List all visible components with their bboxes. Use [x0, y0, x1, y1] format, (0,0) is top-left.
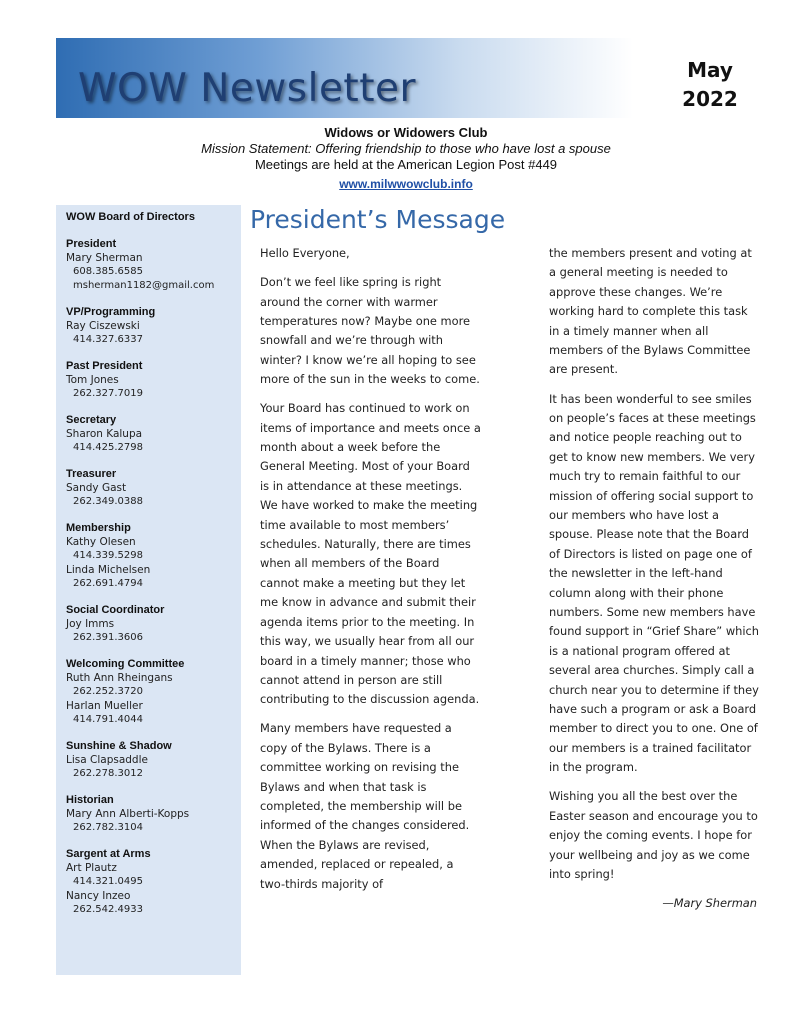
message-paragraph: the members present and voting at a general meeting is needed to approve these changes. We’re working hard to complete this task in a timely manner when all members of the Bylaws Committee are present. — [549, 246, 752, 377]
message-paragraph: It has been wonderful to see smiles on people’s faces at these meetings and notice people reaching out to get to know new members. We very much try to remain faithful to our mission of offering social support to our members who have lost a spouse. Please note that the Board of Directors is listed on page one of the newsletter in the left-hand column along with their phone numbers. Some new members have found support in “Grief Share” which is a national program offered at several area churches. Simply call a church near you to determine if they have such a program or ask a Board member to direct you to one. One of our members is a trained facilitator in the program. — [549, 391, 760, 775]
board-role: Historian — [66, 794, 114, 806]
newsletter-title: WOW Newsletter — [78, 66, 417, 111]
message-column-1 — [260, 244, 482, 904]
message-paragraph: Your Board has continued to work on items of importance and meets once a month about a week before the General Meeting. Most of your Board is in attendance at these meetings. We have worked to make the meeting time available to most members’ schedules. Naturally, there are times when all members of the Board cannot make a meeting but they let me know in advance and submit their agenda items prior to the meeting. In this way, we usually hear from all our board in a timely manner; those who cannot attend in person are still contributing to the discussion agenda. — [260, 401, 481, 707]
board-member-phone: 414.321.0495 — [73, 876, 143, 887]
board-group — [66, 237, 231, 293]
board-member-phone: 262.327.7019 — [73, 388, 143, 399]
board-group — [66, 359, 231, 401]
board-group — [66, 739, 231, 781]
board-member-name: Harlan Mueller — [66, 700, 143, 712]
board-list — [66, 237, 231, 917]
board-member-name: Nancy Inzeo — [66, 890, 131, 902]
board-member-name: Lisa Clapsaddle — [66, 754, 148, 766]
board-member-name: Ray Ciszewski — [66, 320, 140, 332]
issue-date — [655, 56, 765, 114]
board-member-phone: 262.542.4933 — [73, 904, 143, 915]
board-member-phone: 262.278.3012 — [73, 768, 143, 779]
board-role: Membership — [66, 522, 131, 534]
board-role: Secretary — [66, 414, 117, 426]
board-member-phone: 262.391.3606 — [73, 632, 143, 643]
issue-month: May — [687, 58, 733, 82]
board-member-name: Art Plautz — [66, 862, 117, 874]
website-link[interactable]: www.milwwowclub.info — [339, 177, 473, 191]
board-member-name: Sandy Gast — [66, 482, 127, 494]
board-member-name: Joy Imms — [66, 618, 115, 630]
board-group — [66, 413, 231, 455]
meeting-location: Meetings are held at the American Legion Post #449 — [254, 157, 558, 172]
board-group — [66, 793, 231, 835]
board-member-phone: 262.691.4794 — [73, 578, 143, 589]
board-member-name: Linda Michelsen — [66, 564, 151, 576]
board-group — [66, 657, 231, 727]
board-heading: WOW Board of Directors — [66, 211, 195, 223]
board-group — [66, 467, 231, 509]
board-group — [66, 603, 231, 645]
message-paragraph: Many members have requested a copy of the Bylaws. There is a committee working on revising the Bylaws and when that task is completed, the membership will be informed of the changes considered. When the Bylaws are revised, amended, replaced or repealed, a two-thirds majority of — [260, 721, 470, 891]
board-member-phone: 414.339.5298 — [73, 550, 143, 561]
board-member-name: Mary Sherman — [66, 252, 143, 264]
board-group — [66, 847, 231, 917]
message-column-2 — [549, 244, 761, 923]
board-member-phone: 262.252.3720 — [73, 686, 143, 697]
board-member-phone: 608.385.6585 — [73, 266, 143, 277]
board-role: Social Coordinator — [66, 604, 165, 616]
board-role: Treasurer — [66, 468, 117, 480]
board-role: VP/Programming — [66, 306, 156, 318]
message-paragraph: Don’t we feel like spring is right around the corner with warmer temperatures now? Maybe one more snowfall and we’re through with winter? I know we’re all hoping to see more of the sun in the weeks to come. — [260, 275, 480, 387]
newsletter-banner — [56, 38, 633, 118]
board-member-phone: 262.782.3104 — [73, 822, 143, 833]
message-paragraph: Hello Everyone, — [260, 246, 350, 260]
board-member-email: msherman1182@gmail.com — [73, 280, 215, 291]
board-member-name: Kathy Olesen — [66, 536, 136, 548]
board-member-name: Mary Ann Alberti-Kopps — [66, 808, 190, 820]
club-name: Widows or Widowers Club — [324, 125, 488, 140]
signature: —Mary Sherman — [662, 896, 757, 911]
board-member-phone: 262.349.0388 — [73, 496, 143, 507]
message-paragraph: Wishing you all the best over the Easter season and encourage you to enjoy the coming events. I hope for your wellbeing and joy as we come into spring! — [549, 789, 758, 881]
board-group — [66, 305, 231, 347]
issue-year: 2022 — [682, 87, 738, 111]
board-group — [66, 521, 231, 591]
board-member-name: Ruth Ann Rheingans — [66, 672, 173, 684]
board-member-name: Sharon Kalupa — [66, 428, 143, 440]
board-role: Sargent at Arms — [66, 848, 151, 860]
section-title: President’s Message — [250, 205, 506, 234]
board-role: Welcoming Committee — [66, 658, 185, 670]
board-member-phone: 414.327.6337 — [73, 334, 143, 345]
board-role: Past President — [66, 360, 143, 372]
board-member-name: Tom Jones — [66, 374, 119, 386]
mission-statement: Mission Statement: Offering friendship to those who have lost a spouse — [201, 141, 611, 156]
board-member-phone: 414.425.2798 — [73, 442, 143, 453]
board-member-phone: 414.791.4044 — [73, 714, 143, 725]
board-role: President — [66, 238, 117, 250]
board-sidebar — [56, 205, 241, 975]
board-role: Sunshine & Shadow — [66, 740, 172, 752]
masthead — [56, 125, 756, 192]
